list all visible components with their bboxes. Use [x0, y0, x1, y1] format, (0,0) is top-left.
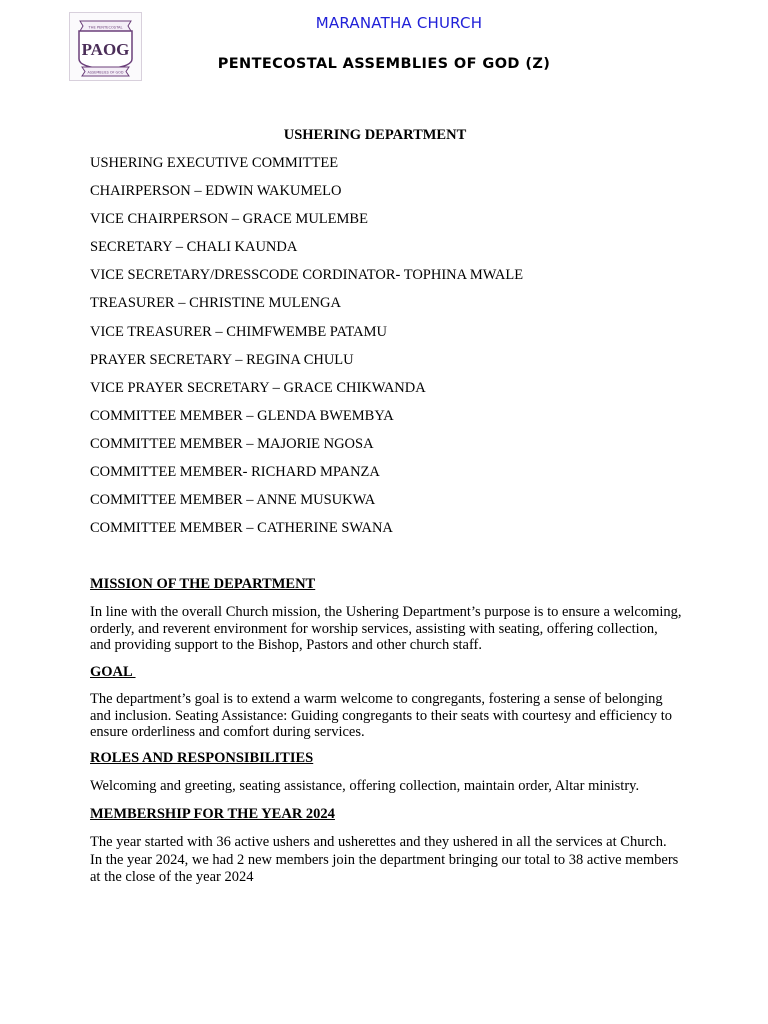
- department-title: USHERING DEPARTMENT: [283, 127, 467, 143]
- membership-heading: MEMBERSHIP FOR THE YEAR 2024: [90, 806, 335, 822]
- committee-heading: USHERING EXECUTIVE COMMITTEE: [90, 155, 339, 171]
- committee-member: TREASURER – CHRISTINE MULENGA: [90, 295, 341, 312]
- goal-paragraph: The department’s goal is to extend a warm welcome to congregants, fostering a sense of belonging and inclusion. Seating Assistance: Guiding congregants to their seats with courtesy and efficiency to ensure orderliness and comfort during services.: [90, 691, 673, 740]
- committee-member: VICE SECRETARY/DRESSCODE CORDINATOR- TOPHINA MWALE: [90, 267, 524, 284]
- committee-member: VICE PRAYER SECRETARY – GRACE CHIKWANDA: [90, 379, 426, 396]
- mission-paragraph: In line with the overall Church mission, the Ushering Department’s purpose is to ensure a welcoming, orderly, and reverent environment for worship services, assisting with seating, offering collection, and providing support to the Bishop, Pastors and other church staff.: [90, 604, 682, 653]
- logo-ribbon-bottom: ASSEMBLIES OF GOD: [87, 70, 124, 75]
- committee-member: PRAYER SECRETARY – REGINA CHULU: [90, 351, 354, 368]
- committee-member: VICE TREASURER – CHIMFWEMBE PATAMU: [90, 323, 387, 340]
- church-name: MARANATHA CHURCH: [315, 14, 483, 32]
- logo-text: PAOG: [81, 40, 130, 59]
- roles-heading: ROLES AND RESPONSIBILITIES: [90, 750, 314, 766]
- committee-member: COMMITTEE MEMBER – CATHERINE SWANA: [90, 520, 393, 537]
- committee-member: COMMITTEE MEMBER – GLENDA BWEMBYA: [90, 407, 394, 424]
- goal-heading: GOAL: [90, 664, 136, 680]
- organization-name: PENTECOSTAL ASSEMBLIES OF GOD (Z): [217, 56, 551, 72]
- committee-member: COMMITTEE MEMBER- RICHARD MPANZA: [90, 464, 380, 481]
- logo-ribbon-top: THE PENTECOSTAL: [88, 25, 123, 30]
- membership-paragraph: The year started with 36 active ushers and usherettes and they ushered in all the services at Church. In the year 2024, we had 2 new members join the department bringing our total to 38 active members at the close of the year 2024: [90, 834, 679, 885]
- committee-member: VICE CHAIRPERSON – GRACE MULEMBE: [90, 211, 368, 228]
- committee-member: CHAIRPERSON – EDWIN WAKUMELO: [90, 183, 342, 200]
- committee-member: COMMITTEE MEMBER – ANNE MUSUKWA: [90, 492, 376, 509]
- committee-member: COMMITTEE MEMBER – MAJORIE NGOSA: [90, 435, 374, 452]
- mission-heading: MISSION OF THE DEPARTMENT: [90, 576, 316, 592]
- committee-member: SECRETARY – CHALI KAUNDA: [90, 239, 298, 256]
- roles-paragraph: Welcoming and greeting, seating assistance, offering collection, maintain order, Altar ministry.: [90, 778, 640, 794]
- committee-list: [90, 155, 523, 548]
